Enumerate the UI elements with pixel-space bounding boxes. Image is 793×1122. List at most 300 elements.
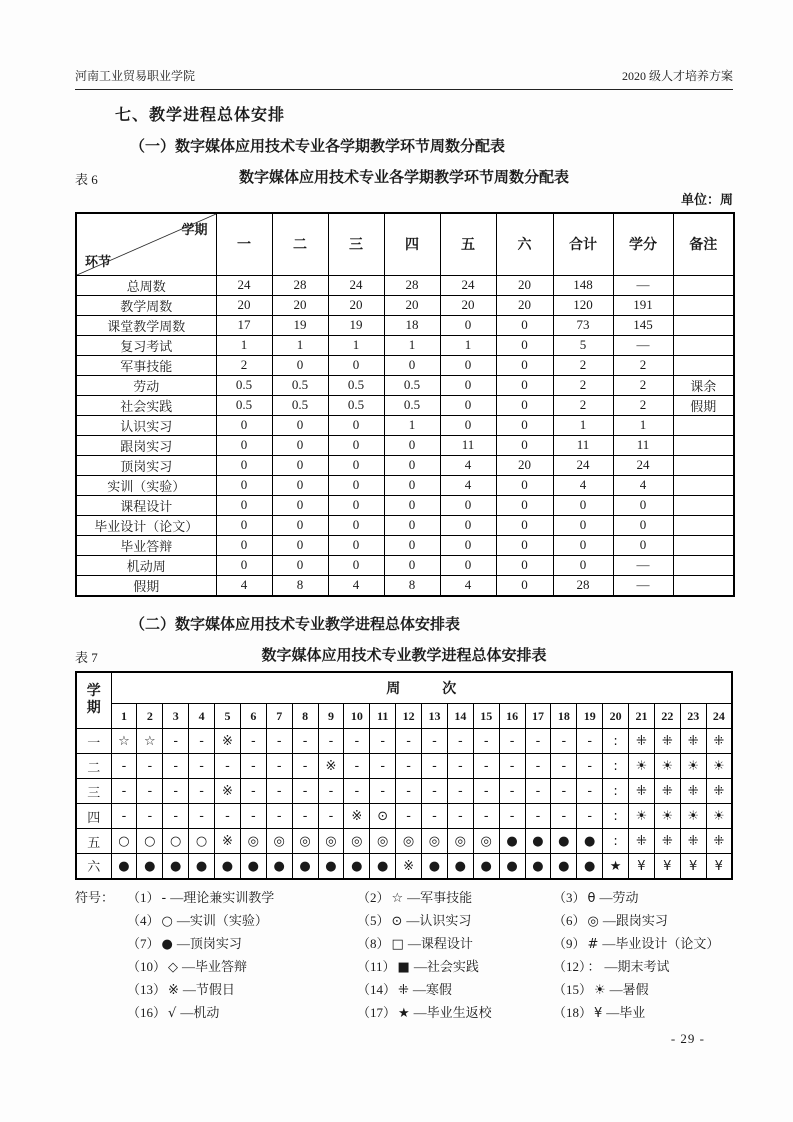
table6-cell: 0 xyxy=(328,415,384,435)
table7-semester-label: 一 xyxy=(76,729,111,754)
legend-item-symbol: ★ xyxy=(398,1005,410,1021)
table7-schedule-cell xyxy=(525,779,551,804)
schedule-symbol: ● xyxy=(480,858,492,874)
schedule-symbol: - xyxy=(328,784,334,799)
table7-semester-row xyxy=(76,779,732,804)
schedule-symbol: ¥ xyxy=(714,858,723,874)
table7-schedule-cell xyxy=(422,754,448,779)
table7-schedule-cell xyxy=(603,779,629,804)
table7-schedule-cell xyxy=(318,854,344,879)
table7-schedule-cell xyxy=(137,729,163,754)
legend-row xyxy=(75,979,733,1002)
table6-cell xyxy=(673,335,734,355)
table6-cell: 0 xyxy=(272,475,328,495)
table6-cell xyxy=(673,515,734,535)
table6-cell: 0 xyxy=(553,555,613,575)
legend-item xyxy=(357,933,553,956)
table7-schedule-cell xyxy=(499,754,525,779)
table7-schedule-cell xyxy=(551,779,577,804)
schedule-symbol: - xyxy=(354,784,360,799)
table6-cell: 0 xyxy=(272,495,328,515)
legend-item xyxy=(357,910,553,933)
table6-cell: 0 xyxy=(272,355,328,375)
table7-schedule-cell xyxy=(163,829,189,854)
schedule-symbol: - xyxy=(432,734,437,749)
schedule-symbol: - xyxy=(535,809,541,824)
table7-schedule-cell xyxy=(577,779,603,804)
table7-schedule-cell xyxy=(396,854,422,879)
table6-cell: 4 xyxy=(553,475,613,495)
table6-cell: 0 xyxy=(613,515,673,535)
table7-schedule-cell xyxy=(629,754,655,779)
schedule-symbol: ● xyxy=(195,858,208,874)
table7-schedule-cell xyxy=(525,804,551,829)
legend-item xyxy=(553,910,733,933)
table6-row-label: 机动周 xyxy=(76,555,216,575)
schedule-symbol: - xyxy=(561,734,567,749)
table6-cell: 145 xyxy=(613,315,673,335)
unit-note: 单位：周 xyxy=(680,192,733,207)
table6-cell: 0 xyxy=(272,455,328,475)
schedule-symbol: ○ xyxy=(170,834,182,849)
legend-item-desc: —课程设计 xyxy=(407,935,473,951)
table7-schedule-cell xyxy=(603,729,629,754)
schedule-symbol: ◎ xyxy=(428,834,441,849)
table6-cell: 0 xyxy=(553,495,613,515)
table7-schedule-cell xyxy=(629,804,655,829)
schedule-symbol: ● xyxy=(584,834,596,849)
table7-schedule-cell xyxy=(422,804,448,829)
table6-cell: 8 xyxy=(384,575,440,596)
table7-week-number: 10 xyxy=(344,704,370,729)
schedule-symbol: - xyxy=(302,734,308,749)
legend-item-number: （2） xyxy=(357,889,390,905)
legend-item-desc: —顶岗实习 xyxy=(176,935,242,951)
schedule-symbol: ⁜ xyxy=(635,834,647,849)
table7-schedule-cell xyxy=(137,754,163,779)
legend-item-symbol: √ xyxy=(168,1005,177,1021)
table6-cell: 0 xyxy=(216,555,272,575)
table7-semester-label: 三 xyxy=(76,779,111,804)
schedule-symbol: ¥ xyxy=(663,858,672,874)
table6-cell: 20 xyxy=(384,295,440,315)
table6-cell: 0 xyxy=(496,375,553,395)
schedule-symbol: - xyxy=(250,784,256,799)
legend-item-desc: —理论兼实训教学 xyxy=(170,889,275,905)
table6-row-label: 毕业设计（论文） xyxy=(76,515,216,535)
legend-item xyxy=(127,956,357,979)
schedule-symbol: ● xyxy=(247,858,259,874)
table6-cell: 2 xyxy=(553,375,613,395)
schedule-symbol: - xyxy=(199,759,204,774)
table7-schedule-cell xyxy=(499,779,525,804)
schedule-symbol: ○ xyxy=(144,834,156,849)
table7-schedule-cell xyxy=(396,829,422,854)
legend-item xyxy=(553,1002,733,1025)
corner-label-semester: 学期 xyxy=(181,222,208,237)
schedule-symbol: ※ xyxy=(221,784,233,799)
table7-week-number: 9 xyxy=(318,704,344,729)
schedule-symbol: ● xyxy=(144,858,156,874)
table6-cell: 0.5 xyxy=(216,395,272,415)
table6-cell: 0 xyxy=(496,315,553,335)
table6-row-label: 劳动 xyxy=(76,375,216,395)
table7-semester-row xyxy=(76,729,732,754)
schedule-symbol: - xyxy=(535,784,541,799)
legend-row xyxy=(75,956,733,979)
schedule-symbol: - xyxy=(199,784,204,799)
table7-schedule-cell xyxy=(137,804,163,829)
table6-cell: 73 xyxy=(553,315,613,335)
table7-schedule-cell xyxy=(266,854,292,879)
legend-item xyxy=(127,979,357,1002)
corner-label-stage: 环节 xyxy=(85,253,112,269)
table6-row xyxy=(76,535,734,555)
table7-schedule-cell xyxy=(318,729,344,754)
schedule-symbol: ● xyxy=(532,858,544,874)
table6-cell: 20 xyxy=(496,455,553,475)
schedule-symbol: ● xyxy=(118,858,130,874)
table7-schedule-cell xyxy=(499,804,525,829)
table6-cell xyxy=(673,435,734,455)
table7-schedule-cell xyxy=(680,779,706,804)
legend-item-desc: —机动 xyxy=(180,1004,220,1020)
schedule-symbol: ◎ xyxy=(299,834,311,849)
schedule-symbol: ● xyxy=(325,858,337,874)
table6-row xyxy=(76,435,734,455)
table6-row-label: 总周数 xyxy=(76,275,216,295)
table7-schedule-cell xyxy=(215,754,241,779)
schedule-symbol: - xyxy=(302,784,308,799)
table6-cell: 0 xyxy=(440,495,496,515)
legend-item-number: （5） xyxy=(357,912,390,928)
table6-cell: 0 xyxy=(496,475,553,495)
legend-item xyxy=(127,887,357,910)
table6-cell: 0 xyxy=(384,515,440,535)
weeks-distribution-table xyxy=(75,212,735,597)
table6-cell: 18 xyxy=(384,315,440,335)
table7-schedule-cell xyxy=(370,854,396,879)
table6-row-label: 认识实习 xyxy=(76,415,216,435)
table6-cell: 0.5 xyxy=(272,395,328,415)
legend-item-number: （14） xyxy=(357,981,397,997)
table6-cell: 4 xyxy=(440,575,496,596)
legend-item xyxy=(127,1002,357,1025)
table6-cell: 20 xyxy=(440,295,496,315)
table7-schedule-cell xyxy=(422,779,448,804)
schedule-symbol: - xyxy=(199,734,204,749)
table6-label: 表 6 xyxy=(75,172,98,187)
table7-schedule-cell xyxy=(499,854,525,879)
legend-item-symbol: □ xyxy=(391,936,404,952)
legend-item-symbol: ◇ xyxy=(168,959,179,975)
legend-item-desc: —毕业 xyxy=(606,1004,646,1020)
schedule-symbol: ☆ xyxy=(118,734,130,749)
table6-row-label: 跟岗实习 xyxy=(76,435,216,455)
table7-schedule-cell xyxy=(680,729,706,754)
table6-row-label: 顶岗实习 xyxy=(76,455,216,475)
table7-schedule-cell xyxy=(629,729,655,754)
table7-schedule-cell xyxy=(292,779,318,804)
table6-row-label: 课程设计 xyxy=(76,495,216,515)
table6-col-header: 六 xyxy=(496,213,553,275)
table7-schedule-cell xyxy=(318,779,344,804)
table7-schedule-cell xyxy=(292,854,318,879)
legend-item-symbol: ※ xyxy=(168,982,179,998)
legend-item-desc: —暑假 xyxy=(609,981,649,997)
schedule-symbol: ◎ xyxy=(480,834,492,849)
table7-schedule-cell xyxy=(447,779,473,804)
table7-week-number: 8 xyxy=(292,704,318,729)
subsection-1-heading: （一）数字媒体应用技术专业各学期教学环节周数分配表 xyxy=(130,139,506,155)
table6-cell: 11 xyxy=(440,435,496,455)
table7-schedule-cell xyxy=(163,754,189,779)
table7-schedule-cell xyxy=(706,754,732,779)
schedule-symbol: ⁜ xyxy=(635,784,647,799)
header-school-name: 河南工业贸易职业学院 xyxy=(75,69,196,83)
table6-cell: 0 xyxy=(496,395,553,415)
table7-schedule-cell xyxy=(680,754,706,779)
table7-schedule-cell xyxy=(344,779,370,804)
table7-schedule-cell xyxy=(163,729,189,754)
table6-cell: 0 xyxy=(613,535,673,555)
table6-cell: — xyxy=(613,575,673,596)
schedule-symbol: - xyxy=(509,809,515,824)
table6-cell: 0 xyxy=(216,455,272,475)
schedule-symbol: ⁜ xyxy=(687,734,699,749)
table6-cell: 1 xyxy=(384,415,440,435)
table6-cell: 0 xyxy=(216,535,272,555)
schedule-symbol: - xyxy=(483,759,489,774)
schedule-symbol: ● xyxy=(170,858,182,874)
schedule-symbol: - xyxy=(587,734,593,749)
table7-schedule-cell xyxy=(396,779,422,804)
legend-row xyxy=(75,933,733,956)
table6-cell: 0 xyxy=(328,555,384,575)
table7-week-number: 24 xyxy=(706,704,732,729)
legend-row xyxy=(75,910,733,933)
schedule-symbol: - xyxy=(147,809,153,824)
table7-schedule-cell xyxy=(111,829,137,854)
table6-cell xyxy=(673,415,734,435)
table7-schedule-cell xyxy=(266,829,292,854)
table7-schedule-cell xyxy=(318,829,344,854)
table7-header-row-1 xyxy=(76,672,732,704)
legend-item-symbol: ● xyxy=(161,936,173,952)
table6-cell: 0 xyxy=(496,355,553,375)
subsection-2-heading: （二）数字媒体应用技术专业教学进程总体安排表 xyxy=(130,616,461,633)
schedule-symbol: - xyxy=(380,759,386,774)
schedule-symbol: - xyxy=(535,759,541,774)
table7-schedule-cell xyxy=(525,729,551,754)
table7-schedule-cell xyxy=(473,729,499,754)
table7-schedule-cell xyxy=(189,804,215,829)
table6-cell: 0 xyxy=(384,555,440,575)
schedule-symbol: ● xyxy=(351,858,363,874)
table7-semester-row xyxy=(76,854,732,879)
table7-schedule-cell xyxy=(111,754,137,779)
schedule-symbol: : xyxy=(613,784,618,799)
table7-week-number: 5 xyxy=(215,704,241,729)
table6-cell: 0 xyxy=(384,535,440,555)
schedule-symbol: - xyxy=(173,784,179,799)
table6-row xyxy=(76,555,734,575)
schedule-symbol: ⊙ xyxy=(377,809,389,824)
table6-col-header: 备注 xyxy=(673,213,734,275)
table6-cell: 1 xyxy=(553,415,613,435)
table7-week-numbers-row xyxy=(76,704,732,729)
table7-schedule-cell xyxy=(215,854,241,879)
legend-item-number: （3） xyxy=(553,889,586,905)
table6-cell: 0 xyxy=(384,475,440,495)
legend-item xyxy=(553,956,733,979)
legend-item-number: （11） xyxy=(357,958,396,974)
table7-semester-label: 二 xyxy=(76,754,111,779)
table6-cell: 假期 xyxy=(673,395,734,415)
table6-corner-cell xyxy=(76,213,216,275)
table6-cell: 0 xyxy=(384,435,440,455)
table7-schedule-cell xyxy=(292,754,318,779)
table6-cell: 1 xyxy=(384,335,440,355)
schedule-symbol: - xyxy=(432,759,437,774)
table6-cell xyxy=(673,315,734,335)
table7-schedule-cell xyxy=(240,779,266,804)
table7-schedule-cell xyxy=(577,729,603,754)
legend-item-desc: —毕业答辩 xyxy=(182,958,248,974)
table7-semester-row xyxy=(76,829,732,854)
legend-item-desc: —毕业设计（论文） xyxy=(602,935,720,951)
schedule-symbol: ※ xyxy=(221,834,233,849)
schedule-symbol: - xyxy=(250,734,256,749)
teaching-schedule-table xyxy=(75,671,733,880)
schedule-symbol: ● xyxy=(377,858,389,874)
schedule-symbol: ◎ xyxy=(247,834,259,849)
table6-cell: 11 xyxy=(553,435,613,455)
table6-cell: 0.5 xyxy=(384,395,440,415)
table7-schedule-cell xyxy=(629,779,655,804)
table6-cell: 0 xyxy=(553,535,613,555)
table6-cell: 2 xyxy=(216,355,272,375)
table6-cell xyxy=(673,295,734,315)
table7-schedule-cell xyxy=(551,854,577,879)
table7-week-number: 20 xyxy=(603,704,629,729)
schedule-symbol: - xyxy=(328,734,334,749)
schedule-symbol: ☀ xyxy=(635,759,648,774)
schedule-symbol: - xyxy=(457,784,463,799)
schedule-symbol: - xyxy=(457,734,463,749)
table7-schedule-cell xyxy=(266,779,292,804)
legend-item xyxy=(357,956,553,979)
table6-cell: 2 xyxy=(613,375,673,395)
week-header-char: 周 xyxy=(386,681,401,697)
table6-cell: 2 xyxy=(613,395,673,415)
table7-week-number: 17 xyxy=(525,704,551,729)
table7-schedule-cell xyxy=(344,829,370,854)
schedule-symbol: - xyxy=(147,784,153,799)
table6-cell: 0 xyxy=(272,435,328,455)
schedule-symbol: - xyxy=(173,759,179,774)
schedule-symbol: ※ xyxy=(325,759,337,774)
table7-schedule-cell xyxy=(111,854,137,879)
table7-week-number: 11 xyxy=(370,704,396,729)
table6-cell: 0 xyxy=(496,575,553,596)
table6-cell: 0 xyxy=(613,495,673,515)
table7-schedule-cell xyxy=(499,729,525,754)
table7-schedule-cell xyxy=(163,779,189,804)
table7-schedule-cell xyxy=(706,779,732,804)
schedule-symbol: ☀ xyxy=(712,809,725,824)
legend-item xyxy=(553,933,733,956)
table7-semester-label: 四 xyxy=(76,804,111,829)
legend-item-desc: —毕业生返校 xyxy=(413,1004,492,1020)
table7-schedule-cell xyxy=(577,854,603,879)
legend-row xyxy=(75,1002,733,1025)
table6-cell xyxy=(673,275,734,295)
legend-item xyxy=(357,1002,553,1025)
table7-week-number: 16 xyxy=(499,704,525,729)
schedule-symbol: ※ xyxy=(351,809,363,824)
table7-schedule-cell xyxy=(266,754,292,779)
table6-cell: 0 xyxy=(272,515,328,535)
table7-schedule-cell xyxy=(525,754,551,779)
table6-cell: 0 xyxy=(216,515,272,535)
table7-semester-label: 六 xyxy=(76,854,111,879)
schedule-symbol: ※ xyxy=(403,858,415,874)
schedule-symbol: ● xyxy=(454,858,466,874)
schedule-symbol: - xyxy=(121,759,127,774)
table7-schedule-cell xyxy=(189,754,215,779)
schedule-symbol: - xyxy=(276,759,282,774)
table7-semester-header xyxy=(76,672,111,729)
legend-item-symbol: ☆ xyxy=(391,890,404,906)
table7-schedule-cell xyxy=(292,729,318,754)
table6-row xyxy=(76,395,734,415)
schedule-symbol: ○ xyxy=(195,834,208,849)
legend-item xyxy=(553,979,733,1002)
table6-row-label: 军事技能 xyxy=(76,355,216,375)
table7-schedule-cell xyxy=(654,754,680,779)
schedule-symbol: - xyxy=(509,784,515,799)
table7-schedule-cell xyxy=(551,829,577,854)
legend-item-symbol: ： xyxy=(587,959,601,975)
table6-cell: 0 xyxy=(328,475,384,495)
table6-cell: 0.5 xyxy=(328,375,384,395)
table6-cell: 20 xyxy=(328,295,384,315)
schedule-symbol: ◎ xyxy=(454,834,466,849)
legend-item-number: （9） xyxy=(553,935,586,951)
schedule-symbol: ☀ xyxy=(661,809,674,824)
table6-cell: 0 xyxy=(553,515,613,535)
table6-row xyxy=(76,575,734,596)
table6-cell: 0 xyxy=(272,535,328,555)
table6-cell: 20 xyxy=(216,295,272,315)
table7-schedule-cell xyxy=(370,754,396,779)
symbol-legend xyxy=(75,887,733,1025)
schedule-symbol: ◎ xyxy=(325,834,337,849)
table7-schedule-cell xyxy=(473,754,499,779)
schedule-symbol: - xyxy=(225,809,230,824)
schedule-symbol: - xyxy=(225,759,230,774)
table7-schedule-cell xyxy=(447,754,473,779)
table6-cell: 0.5 xyxy=(384,375,440,395)
table7-schedule-cell xyxy=(215,729,241,754)
table6-cell: 148 xyxy=(553,275,613,295)
legend-item-number: （12） xyxy=(553,958,586,974)
table6-cell xyxy=(673,495,734,515)
schedule-symbol: ¥ xyxy=(689,858,698,874)
table6-row xyxy=(76,335,734,355)
running-header xyxy=(75,0,733,90)
